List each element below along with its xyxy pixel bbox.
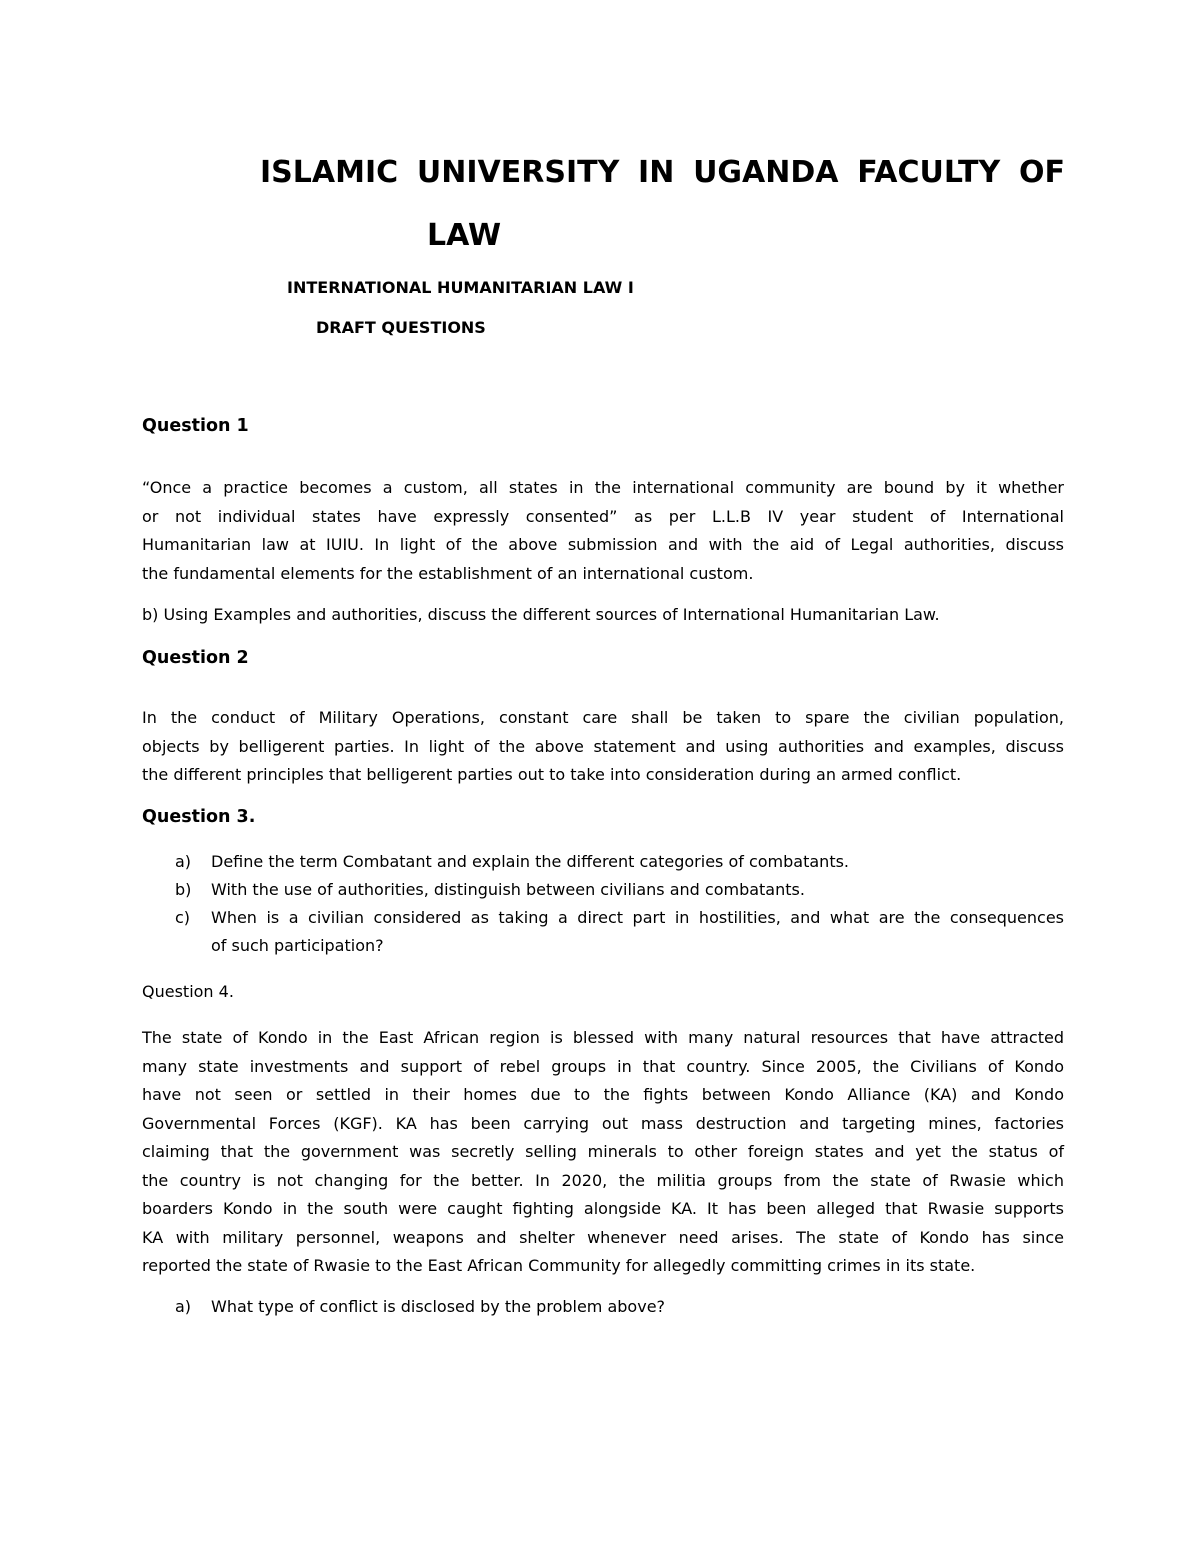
question-2-line: In the conduct of Military Operations, constant care shall be taken to spare the civilian population, (142, 708, 1064, 727)
question-1-heading: Question 1 (142, 416, 249, 436)
question-4-line: The state of Kondo in the East African region is blessed with many natural resources that have attracted (142, 1028, 1064, 1047)
list-item-text: What type of conflict is disclosed by the problem above? (211, 1297, 666, 1316)
question-1-part-b: b) Using Examples and authorities, discuss the different sources of International Humanitarian Law. (142, 605, 940, 624)
question-1-text (142, 474, 1064, 588)
question-4-line: boarders Kondo in the south were caught fighting alongside KA. It has been alleged that Rwasie supports (142, 1199, 1064, 1218)
question-2-heading: Question 2 (142, 648, 249, 668)
course-title: INTERNATIONAL HUMANITARIAN LAW I (287, 278, 634, 297)
question-1-line: the fundamental elements for the establishment of an international custom. (142, 563, 754, 583)
question-2-line: objects by belligerent parties. In light of the above statement and using authorities and examples, discuss (142, 736, 1064, 756)
question-4-line: many state investments and support of rebel groups in that country. Since 2005, the Civilians of Kondo (142, 1056, 1064, 1076)
question-1-line: Humanitarian law at IUIU. In light of the above submission and with the aid of Legal authorities, discuss (142, 535, 1064, 554)
list-item-text: Define the term Combatant and explain the different categories of combatants. (211, 852, 850, 871)
question-4-line: have not seen or settled in their homes due to the fights between Kondo Alliance (KA) and Kondo (142, 1085, 1064, 1104)
question-4-line: reported the state of Rwasie to the East African Community for allegedly committing crimes in its state. (142, 1256, 976, 1275)
question-1-line: “Once a practice becomes a custom, all states in the international community are bound by it whether (142, 478, 1064, 497)
question-4-line: KA with military personnel, weapons and shelter whenever need arises. The state of Kondo has since (142, 1227, 1064, 1247)
question-4-heading: Question 4. (142, 982, 234, 1001)
list-item-text: of such participation? (211, 936, 384, 955)
question-4-text (142, 1024, 1064, 1281)
question-4-line: the country is not changing for the better. In 2020, the militia groups from the state of Rwasie which (142, 1170, 1064, 1190)
list-marker: a) (175, 1297, 192, 1316)
list-marker: b) (175, 880, 192, 899)
document-subtitle: DRAFT QUESTIONS (316, 318, 486, 337)
question-2-text (142, 704, 1064, 790)
document-title-line1: ISLAMIC UNIVERSITY IN UGANDA FACULTY OF (260, 155, 1065, 190)
question-4-line: Governmental Forces (KGF). KA has been carrying out mass destruction and targeting mines, factories (142, 1113, 1064, 1133)
list-marker: c) (175, 908, 191, 927)
question-3-heading: Question 3. (142, 807, 256, 827)
question-4-line: claiming that the government was secretly selling minerals to other foreign states and yet the status of (142, 1142, 1064, 1161)
list-marker: a) (175, 852, 192, 871)
list-item-text: With the use of authorities, distinguish between civilians and combatants. (211, 880, 805, 899)
list-item-text: When is a civilian considered as taking a direct part in hostilities, and what are the consequences (211, 908, 1064, 927)
question-1-line: or not individual states have expressly consented” as per L.L.B IV year student of International (142, 506, 1064, 526)
document-title-line2: LAW (427, 218, 502, 253)
question-2-line: the different principles that belligerent parties out to take into consideration during an armed conflict. (142, 765, 962, 784)
